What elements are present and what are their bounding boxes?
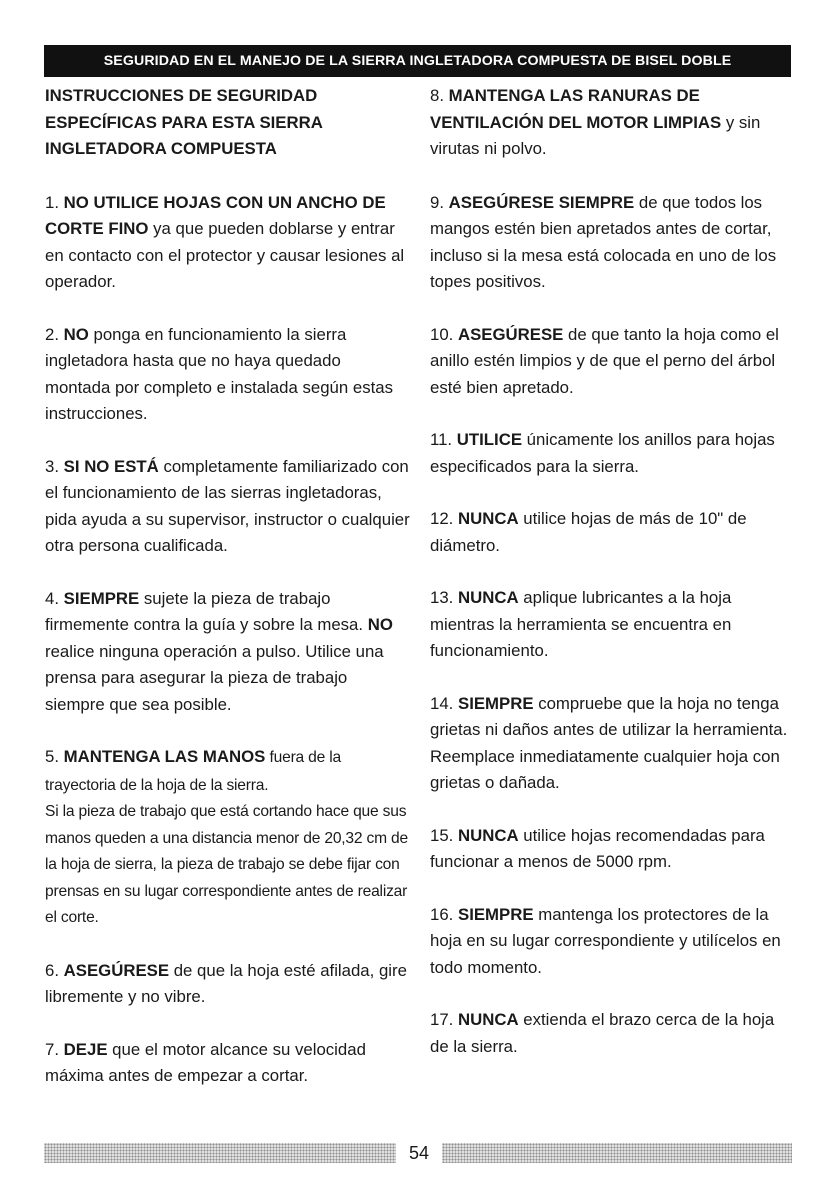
right-column [430, 83, 795, 1060]
instruction-4: 4. SIEMPRE sujete la pieza de trabajo firmemente contra la guía y sobre la mesa. NO realice ninguna operación a pulso. Utilice una prensa para asegurar la pieza de trabajo siempre que sea posible. [45, 588, 393, 714]
instruction-3: 3. SI NO ESTÁ completamente familiarizado con el funcionamiento de las sierras ingletadoras, pida ayuda a su supervisor, instructor o cualquier otra persona cualificada. [45, 456, 410, 555]
instruction-1: 1. NO UTILICE HOJAS CON UN ANCHO DE CORTE FINO ya que pueden doblarse y entrar en contacto con el protector y causar lesiones al operador. [45, 192, 405, 291]
instruction-7: 7. DEJE que el motor alcance su velocidad máxima antes de empezar a cortar. [45, 1039, 366, 1085]
instruction-8: 8. MANTENGA LAS RANURAS DE VENTILACIÓN DEL MOTOR LIMPIAS y sin virutas ni polvo. [430, 86, 761, 158]
instruction-17: 17. NUNCA extienda el brazo cerca de la hoja de la sierra. [430, 1010, 775, 1056]
instruction-5-detail: Si la pieza de trabajo que está cortando hace que sus manos queden a una distancia menor de 20,32 cm de la hoja de sierra, la pieza de trabajo se debe fijar con prensas en su lugar correspondiente antes de realizar el corte. [45, 803, 408, 926]
page-footer [44, 1140, 792, 1166]
instruction-9: 9. ASEGÚRESE SIEMPRE de que todos los mangos estén bien apretados antes de cortar, incluso si la mesa está colocada en uno de los topes positivos. [430, 192, 777, 291]
instruction-15: 15. NUNCA utilice hojas recomendadas para funcionar a menos de 5000 rpm. [430, 825, 765, 871]
instruction-2: 2. NO ponga en funcionamiento la sierra ingletadora hasta que no haya quedado montada por completo e instalada según estas instrucciones. [45, 324, 393, 423]
instruction-12: 12. NUNCA utilice hojas de más de 10" de diámetro. [430, 509, 747, 555]
instruction-13: 13. NUNCA aplique lubricantes a la hoja mientras la herramienta se encuentra en funcionamiento. [430, 588, 732, 660]
footer-right-pattern [442, 1143, 792, 1163]
instruction-5: 5. MANTENGA LAS MANOS fuera de la trayectoria de la hoja de la sierra. [45, 747, 341, 794]
instruction-11: 11. UTILICE únicamente los anillos para hojas especificados para la sierra. [430, 430, 775, 476]
section-banner: SEGURIDAD EN EL MANEJO DE LA SIERRA INGLETADORA COMPUESTA DE BISEL DOBLE [44, 45, 791, 77]
footer-left-pattern [44, 1143, 396, 1163]
instruction-14: 14. SIEMPRE compruebe que la hoja no tenga grietas ni daños antes de utilizar la herramienta. Reemplace inmediatamente cualquier hoja con grietas o dañada. [430, 693, 788, 792]
safety-heading: INSTRUCCIONES DE SEGURIDAD ESPECÍFICAS PARA ESTA SIERRA INGLETADORA COMPUESTA [45, 86, 323, 158]
instruction-6: 6. ASEGÚRESE de que la hoja esté afilada, gire libremente y no vibre. [45, 960, 407, 1006]
page-number: 54 [408, 1143, 430, 1163]
instruction-16: 16. SIEMPRE mantenga los protectores de la hoja en su lugar correspondiente y utilícelos en todo momento. [430, 904, 781, 977]
left-column [45, 83, 410, 1090]
instruction-10: 10. ASEGÚRESE de que tanto la hoja como el anillo estén limpios y de que el perno del árbol esté bien apretado. [430, 324, 779, 397]
